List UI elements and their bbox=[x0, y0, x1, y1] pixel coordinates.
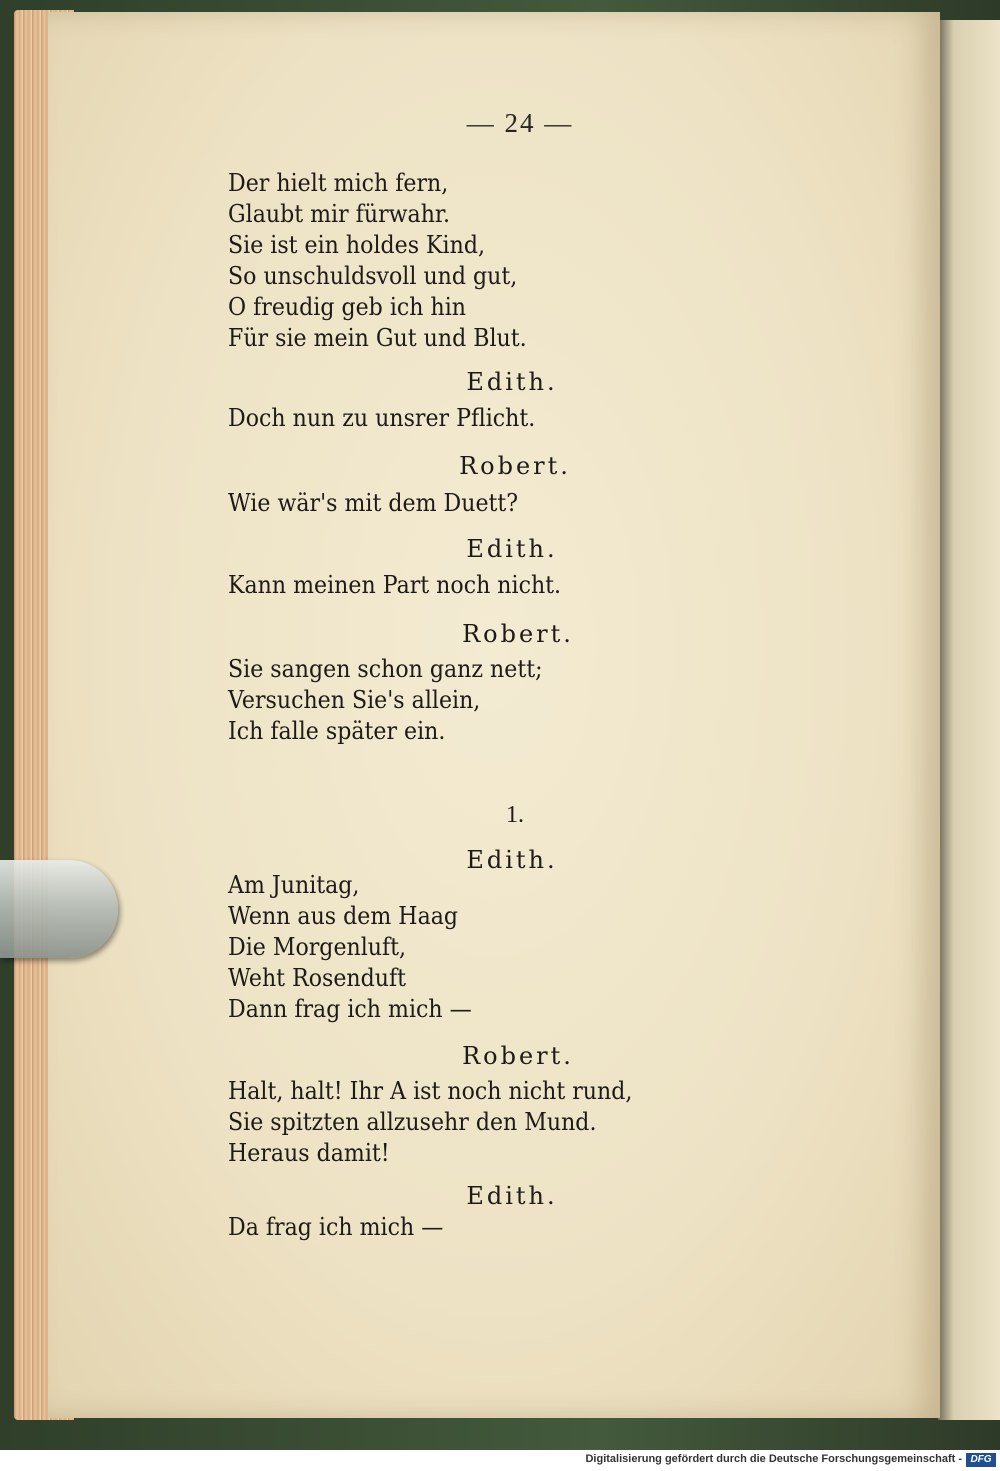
verse-line: Versuchen Sie's allein, bbox=[228, 686, 481, 714]
verse-line: Da frag ich mich — bbox=[228, 1213, 444, 1241]
verse-line: Sie spitzten allzusehr den Mund. bbox=[228, 1108, 597, 1136]
speaker-name: Edith. bbox=[466, 368, 558, 396]
verse-line: So unschuldsvoll und gut, bbox=[228, 262, 518, 290]
dialogue-block bbox=[228, 870, 706, 1025]
page-number: — 24 — bbox=[466, 108, 574, 138]
verse-line: Doch nun zu unsrer Pflicht. bbox=[228, 404, 536, 432]
page-clip bbox=[0, 860, 118, 958]
dialogue-line bbox=[228, 570, 706, 601]
verse-line: Für sie mein Gut und Blut. bbox=[228, 324, 527, 352]
funding-notice: Digitalisierung gefördert durch die Deutsche Forschungsgemeinschaft - bbox=[585, 1453, 962, 1465]
speaker-name: Robert. bbox=[462, 1042, 574, 1070]
verse-block-1 bbox=[228, 168, 706, 354]
verse-line: Am Junitag, bbox=[228, 871, 360, 899]
dialogue-line bbox=[228, 1212, 706, 1243]
footer-bar bbox=[0, 1450, 1000, 1471]
facing-page-edge bbox=[938, 20, 1000, 1420]
verse-line: Ich falle später ein. bbox=[228, 717, 446, 745]
verse-line: Halt, halt! Ihr A ist noch nicht rund, bbox=[228, 1077, 633, 1105]
dialogue-block bbox=[228, 654, 706, 747]
verse-line: Wenn aus dem Haag bbox=[228, 902, 459, 930]
verse-line: Der hielt mich fern, bbox=[228, 169, 449, 197]
verse-line: Die Morgenluft, bbox=[228, 933, 407, 961]
verse-line: Sie ist ein holdes Kind, bbox=[228, 231, 485, 259]
speaker-name: Robert. bbox=[462, 620, 574, 648]
verse-line: Glaubt mir fürwahr. bbox=[228, 200, 451, 228]
verse-line: Weht Rosenduft bbox=[228, 964, 407, 992]
verse-line: Sie sangen schon ganz nett; bbox=[228, 655, 543, 683]
dialogue-block bbox=[228, 1076, 706, 1169]
dialogue-line bbox=[228, 403, 706, 434]
speaker-name: Edith. bbox=[466, 535, 558, 563]
verse-line: O freudig geb ich hin bbox=[228, 293, 467, 321]
dialogue-line bbox=[228, 488, 706, 519]
verse-line: Wie wär's mit dem Duett? bbox=[228, 489, 519, 517]
dfg-logo-icon: DFG bbox=[966, 1453, 996, 1467]
verse-line: Heraus damit! bbox=[228, 1139, 390, 1167]
speaker-name: Robert. bbox=[459, 452, 571, 480]
speaker-name: Edith. bbox=[466, 846, 558, 874]
verse-line: Kann meinen Part noch nicht. bbox=[228, 571, 562, 599]
speaker-name: Edith. bbox=[466, 1182, 558, 1210]
section-numeral: 1. bbox=[506, 802, 524, 828]
verse-line: Dann frag ich mich — bbox=[228, 995, 472, 1023]
